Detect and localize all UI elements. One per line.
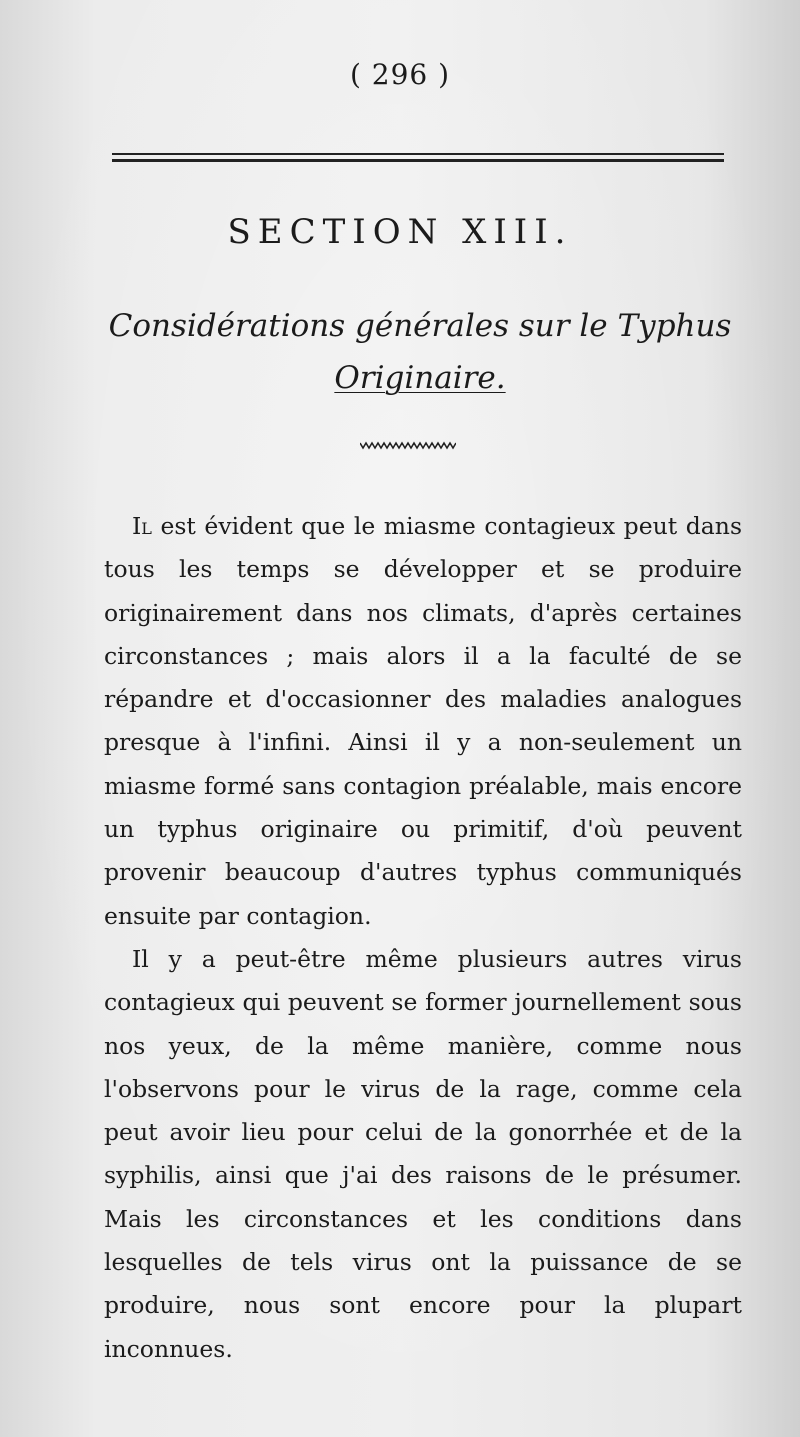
page-number: ( 296 ) xyxy=(349,58,451,91)
paragraph-2-text: Il y a peut-être même plusieurs autres virus contagieux qui peuvent se former journellement sous nos yeux, de la même manière, comme nous l'observons pour le virus de la rage, comme cela peut avoir lieu pour celui de la gonorrhée et de la syphilis, ainsi que j'ai des raisons de le présumer. Mais les circonstances et les conditions dans lesquelles de tels virus ont la puissance de se produire, nous sont encore pour la plupart inconnues. xyxy=(104,944,742,1363)
header-rule-thick xyxy=(112,159,724,162)
subtitle-line-2: Originaire. xyxy=(334,360,506,396)
ornament-divider xyxy=(360,440,456,450)
paragraph-1-lead: Il xyxy=(132,512,152,540)
section-title: SECTION XIII. xyxy=(227,212,573,252)
paragraph-1-text: est évident que le miasme contagieux peut dans tous les temps se développer et se produire originairement dans nos climats, d'après certaines circonstances ; mais alors il a la faculté de se répandre et d'occasionner des maladies analogues presque à l'infini. Ainsi il y a non-seulement un miasme formé sans contagion préalable, mais encore un typhus originaire ou primitif, d'où peuvent provenir beaucoup d'autres typhus communiqués ensuite par contagion. xyxy=(104,512,742,930)
header-rule-thin xyxy=(112,153,724,155)
paragraph-2 xyxy=(104,938,742,1371)
paragraph-1 xyxy=(104,505,742,938)
body-text xyxy=(104,505,742,1371)
subtitle-line-1: Considérations générales sur le Typhus xyxy=(108,308,732,344)
section-subtitle xyxy=(100,300,740,404)
